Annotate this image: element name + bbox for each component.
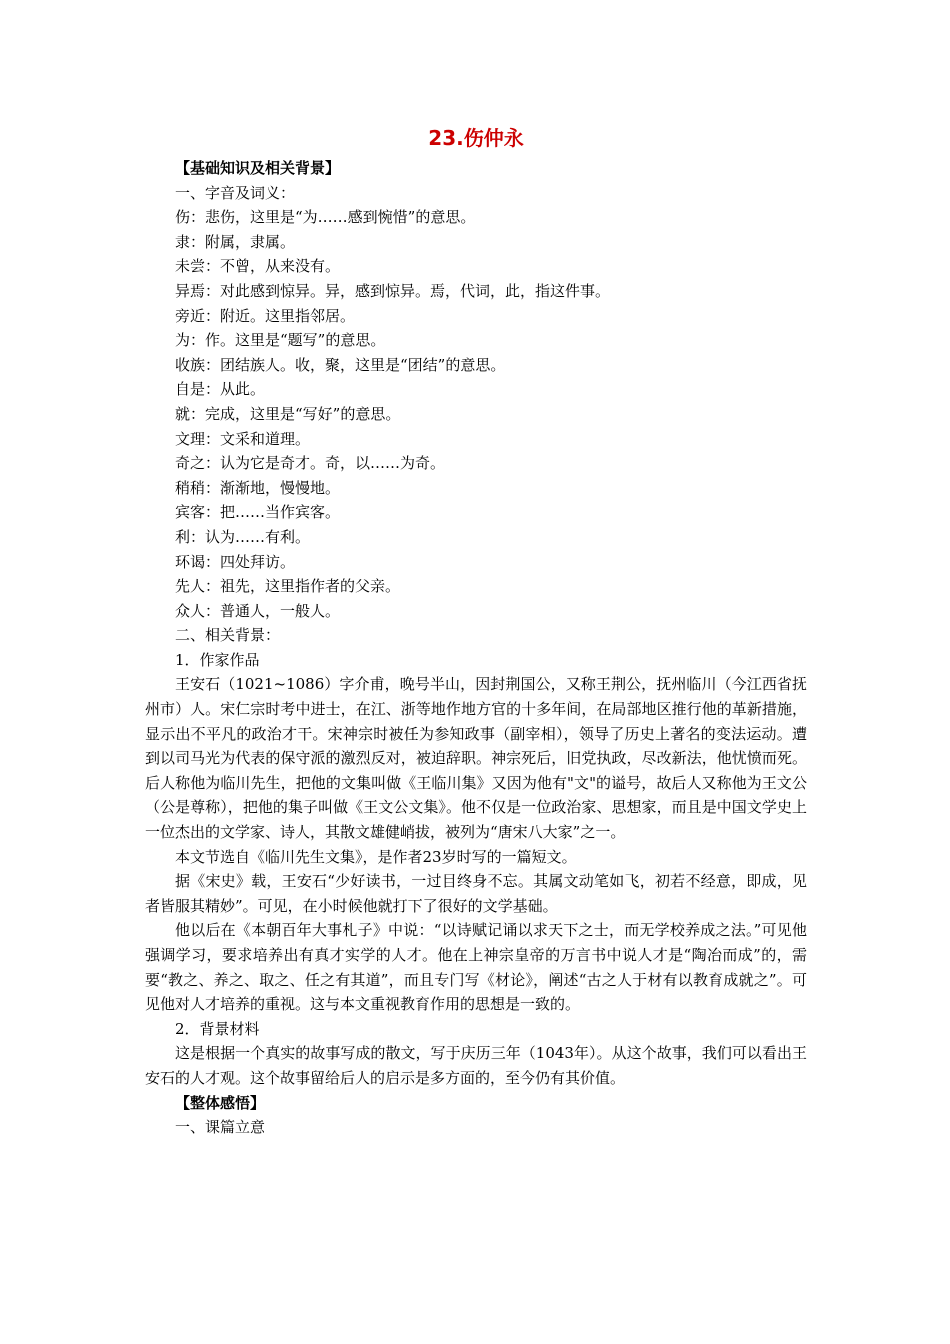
vocab-item: 收族：团结族人。收，聚，这里是“团结”的意思。 — [175, 355, 506, 374]
subheading-background: 二、相关背景： — [175, 626, 281, 645]
vocab-item: 环谒：四处拜访。 — [175, 552, 296, 571]
vocab-item: 自是：从此。 — [175, 380, 266, 399]
vocab-item: 奇之：认为它是奇才。奇，以……为奇。 — [175, 454, 446, 473]
subheading-theme: 一、课篇立意 — [175, 1118, 266, 1137]
vocab-item: 文理：文采和道理。 — [175, 429, 311, 448]
vocab-item: 隶：附属，隶属。 — [175, 232, 296, 251]
vocab-item: 众人：普通人，一般人。 — [175, 601, 341, 620]
vocab-item: 利：认为……有利。 — [175, 527, 311, 546]
document-page — [145, 120, 807, 1140]
vocab-item: 未尝：不曾，从来没有。 — [175, 257, 341, 276]
vocab-item: 伤：悲伤，这里是“为……感到惋惜”的意思。 — [175, 208, 476, 227]
vocab-item: 就：完成，这里是“写好”的意思。 — [175, 404, 401, 423]
vocab-item: 异焉：对此感到惊异。异，感到惊异。焉，代词，此，指这件事。 — [175, 281, 611, 300]
subheading-background-material: 2．背景材料 — [175, 1019, 260, 1038]
paragraph-later-views: 他以后在《本朝百年大事札子》中说：“以诗赋记诵以求天下之士，而无学校养成之法。”可见他强调学习，要求培养出有真才实学的人才。他在上神宗皇帝的万言书中说人才是“陶冶而成”的，需要“教之、养之、取之、任之有其道”，而且专门写《材论》，阐述“古之人于材有以教育成就之”。可见他对人才培养的重视。这与本文重视教育作用的思想是一致的。 — [145, 921, 807, 1014]
paragraph-author: 王安石（1021~1086）字介甫，晚号半山，因封荆国公，又称王荆公，抚州临川（今江西省抚州市）人。宋仁宗时考中进士，在江、浙等地作地方官的十多年间，在局部地区推行他的革新措施，显示出不平凡的政治才干。宋神宗时被任为参知政事（副宰相），领导了历史上著名的变法运动。遭到以司马光为代表的保守派的激烈反对，被迫辞职。神宗死后，旧党执政，尽改新法，他忧愤而死。后人称他为临川先生，把他的文集叫做《王临川集》又因为他有"文"的谥号，故后人又称他为王文公（公是尊称），把他的集子叫做《王文公文集》。他不仅是一位政治家、思想家，而且是中国文学史上一位杰出的文学家、诗人，其散文雄健峭拔，被列为“唐宋八大家”之一。 — [145, 675, 807, 842]
paragraph-songshi: 据《宋史》载，王安石“少好读书，一过目终身不忘。其属文动笔如飞，初若不经意，即成，见者皆服其精妙”。可见，在小时候他就打下了很好的文学基础。 — [145, 872, 807, 915]
vocab-item: 宾客：把……当作宾客。 — [175, 503, 341, 522]
subheading-vocab: 一、字音及词义： — [175, 183, 296, 202]
section-heading-overview: 【整体感悟】 — [175, 1093, 266, 1112]
subheading-author-works: 1．作家作品 — [175, 650, 260, 669]
section-heading-basics: 【基础知识及相关背景】 — [175, 159, 341, 177]
vocab-item: 为：作。这里是“题写”的意思。 — [175, 331, 386, 350]
document-title: 23.伤仲永 — [428, 126, 524, 150]
paragraph-source: 本文节选自《临川先生文集》，是作者23岁时写的一篇短文。 — [175, 847, 577, 866]
vocab-item: 先人：祖先，这里指作者的父亲。 — [175, 577, 401, 596]
paragraph-background: 这是根据一个真实的故事写成的散文，写于庆历三年（1043年）。从这个故事，我们可以看出王安石的人才观。这个故事留给后人的启示是多方面的，至今仍有其价值。 — [145, 1044, 807, 1087]
vocab-item: 稍稍：渐渐地，慢慢地。 — [175, 478, 341, 497]
vocab-item: 旁近：附近。这里指邻居。 — [175, 306, 356, 325]
